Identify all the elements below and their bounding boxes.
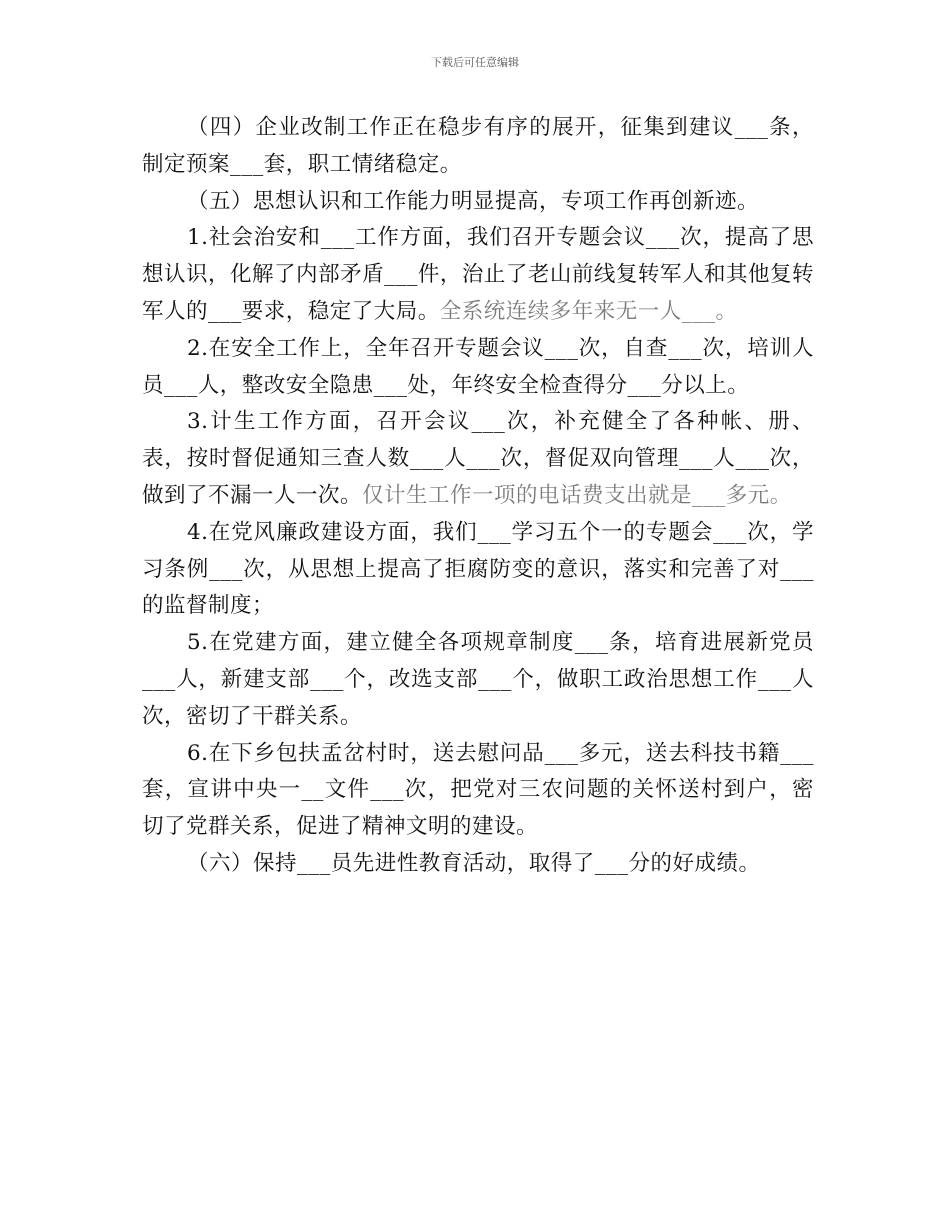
- paragraph-text: 1.社会治安和___工作方面，我们召开专题会议___次，提高了思想认识，化解了内部矛盾___件，治止了老山前线复转军人和其他复转军人的___要求，稳定了大局。: [142, 225, 814, 324]
- paragraph-text: （四）企业改制工作正在稳步有序的展开，征集到建议___条，制定预案___套，职工情绪稳定。: [142, 115, 814, 177]
- paragraph-social-security: [142, 220, 814, 330]
- paragraph-text: 3.计生工作方面，召开会议___次，补充健全了各种帐、册、表，按时督促通知三查人数___人___次，督促双向管理___人___次，做到了不漏一人一次。: [142, 409, 814, 508]
- paragraph-text: （五）思想认识和工作能力明显提高，专项工作再创新迹。: [187, 188, 760, 214]
- document-body: [142, 110, 814, 883]
- paragraph-education-activity: [142, 846, 814, 883]
- paragraph-party-building: [142, 625, 814, 735]
- paragraph-faint-text: 仅计生工作一项的电话费支出就是___多元。: [362, 482, 792, 508]
- paragraph-text: 6.在下乡包扶孟岔村时，送去慰问品___多元，送去科技书籍___套，宣讲中央一__文件___次，把党对三农问题的关怀送村到户，密切了党群关系，促进了精神文明的建设。: [142, 740, 814, 840]
- paragraph-faint-text: 全系统连续多年来无一人___。: [439, 298, 738, 324]
- paragraph-safety-work: [142, 331, 814, 405]
- paragraph-village-aid: [142, 736, 814, 846]
- paragraph-text: 2.在安全工作上，全年召开专题会议___次，自查___次，培训人员___人，整改安全隐患___处，年终安全检查得分___分以上。: [142, 335, 814, 398]
- paragraph-family-planning: [142, 404, 814, 514]
- paragraph-text: 5.在党建方面，建立健全各项规章制度___条，培育进展新党员___人，新建支部___个，改选支部___个，做职工政治思想工作___人次，密切了干群关系。: [142, 630, 814, 729]
- paragraph-text: （六）保持___员先进性教育活动，取得了___分的好成绩。: [187, 850, 761, 876]
- paragraph-text: 4.在党风廉政建设方面，我们___学习五个一的专题会___次，学习条例___次，从思想上提高了拒腐防变的意识，落实和完善了对___的监督制度；: [142, 519, 814, 619]
- paragraph-thinking-improvement: [142, 184, 814, 221]
- paragraph-enterprise-reform: [142, 110, 814, 184]
- paragraph-party-integrity: [142, 515, 814, 625]
- page-header: 下载后可任意编辑: [431, 56, 519, 69]
